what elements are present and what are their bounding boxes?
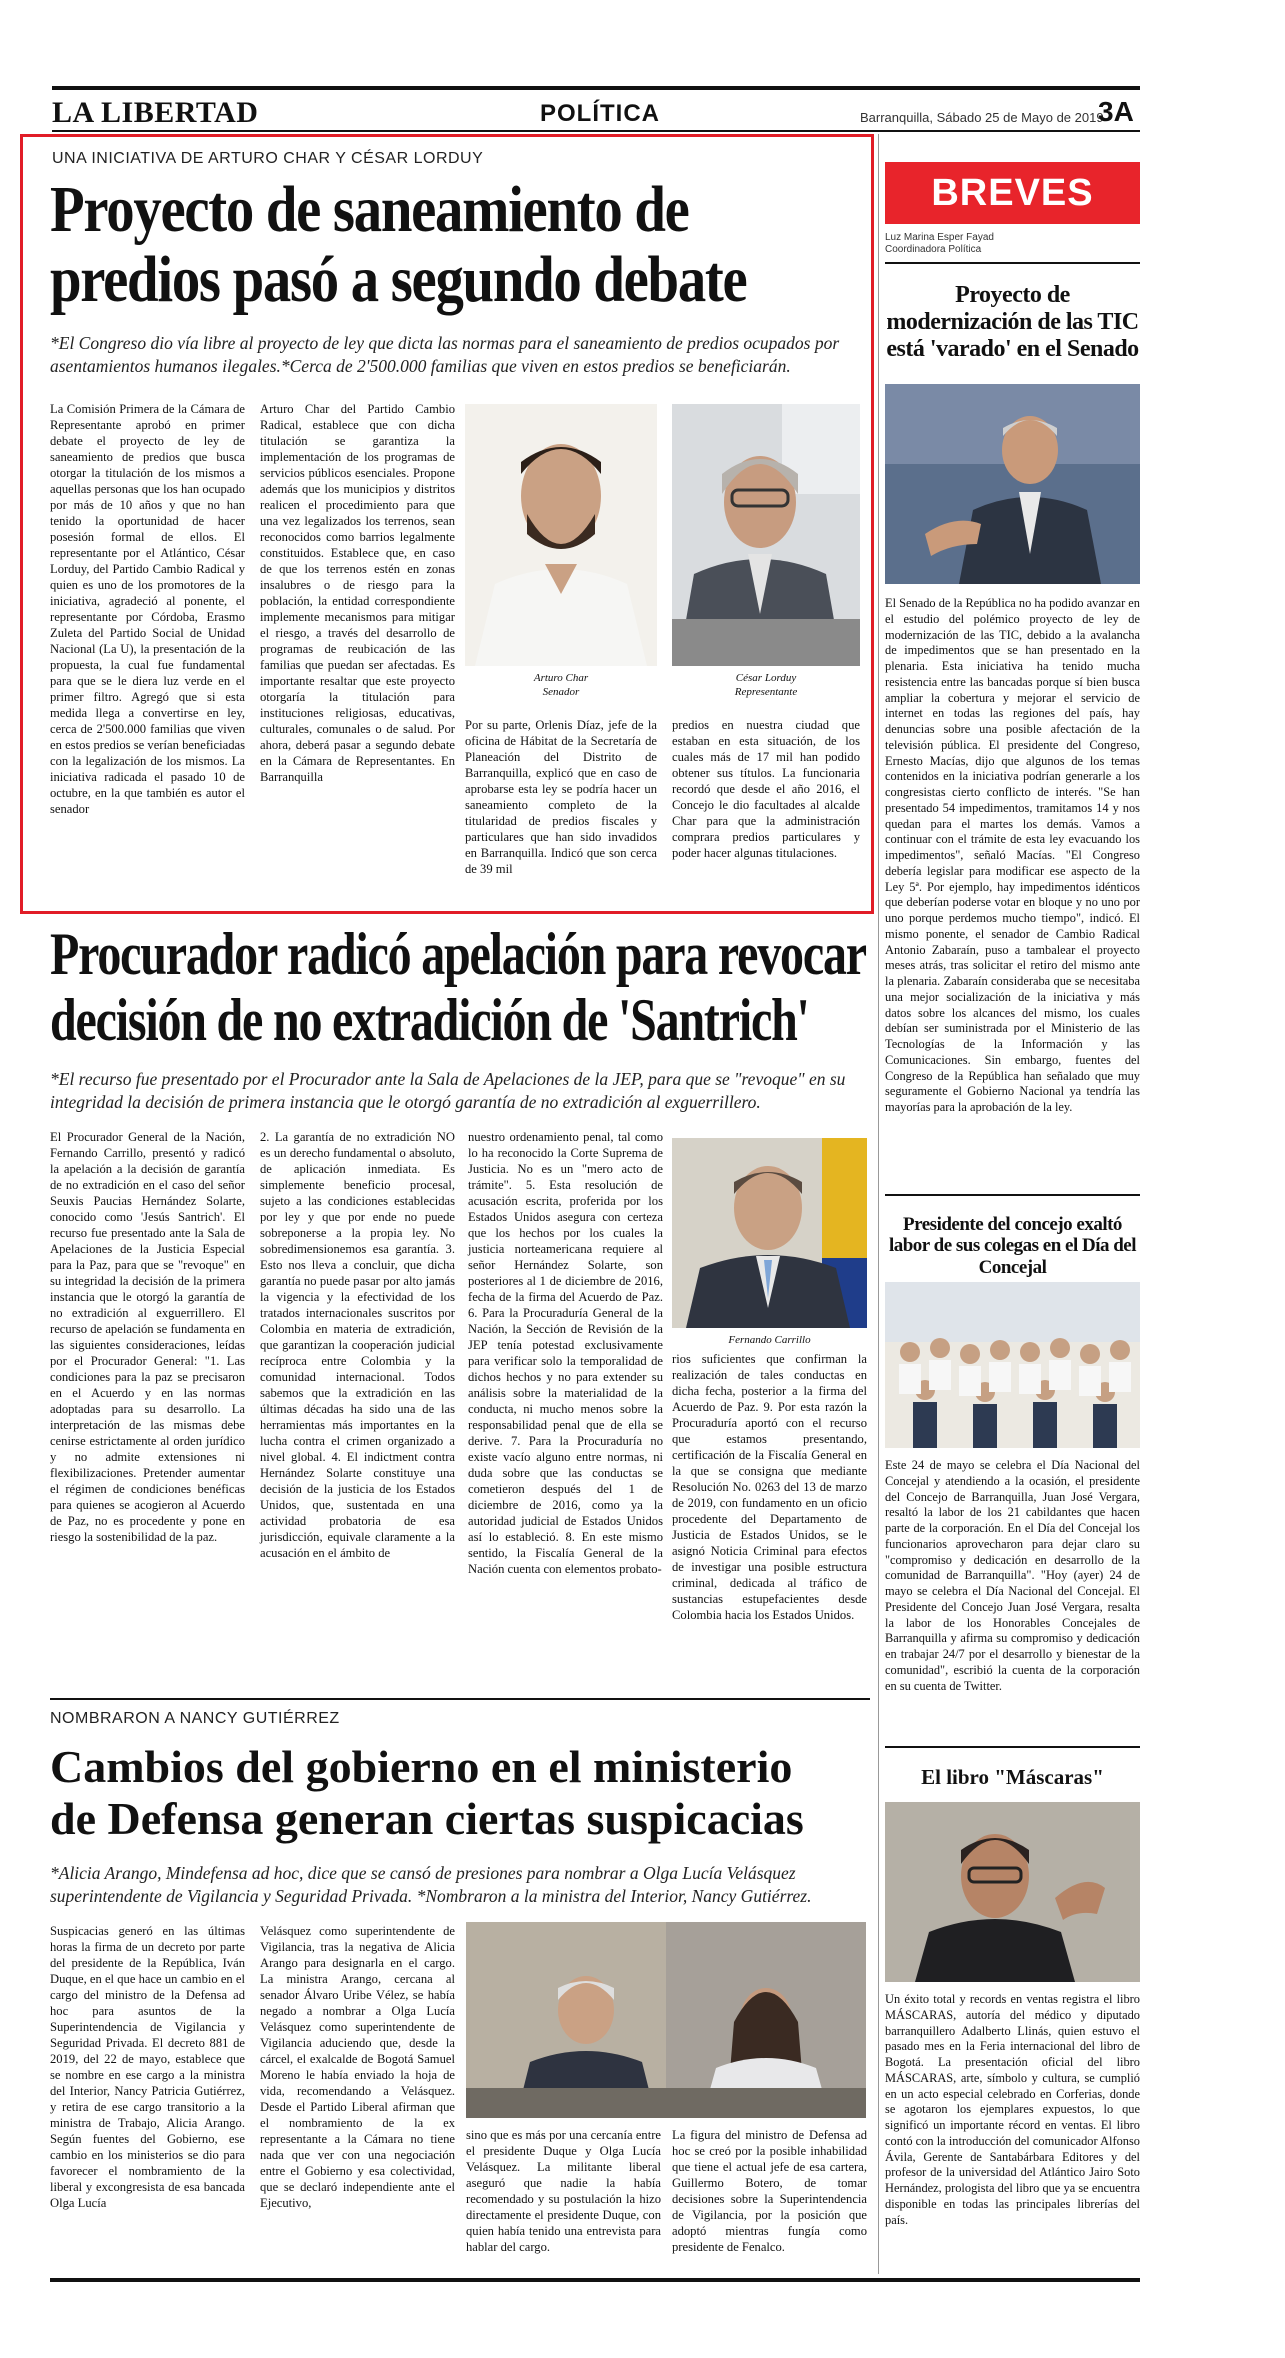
story2-col4: rios suficientes que confirman la realización de tales conductas en dicha fecha, posterior a la firma del Acuerdo de Paz. 9. Por esta razón la Procuraduría aportó con el recurso que estamos presentando, certificación de la Fiscalía General en la que se consigna que mediante Resolución No. 0263 del 13 de marzo de 2019, con fundamento en un oficio procedente del Departamento de Justicia de Estados Unidos, se le asignó Noticia Criminal para efectos de investigar una posible estructura criminal, dedicada al tráfico de sustancias estupefacientes desde Colombia hacia los Estados Unidos. [672, 1352, 867, 1622]
story3-col4: La figura del ministro de Defensa ad hoc se creó por la posible inhabilidad que tiene el actual jefe de esa cartera, Guillermo Botero, de tomar decisiones sobre la Superintendencia de Vigilancia, por la posición que adoptó mientras fungía como presidente de Fenalco. [672, 2128, 867, 2254]
story3-col1: Suspicacias generó en las últimas horas la firma de un decreto por parte del presidente de la República, Iván Duque, en el que hace un cambio en el cargo del ministro de la Defensa ad hoc para asuntos de la Superintendencia de Vigilancia y Seguridad Privada. El decreto 881 de 2019, del 22 de mayo, establece que se nombre en ese cargo a la ministra del Interior, Nancy Patricia Gutiérrez, y retira de ese cargo transitorio a la ministra de Trabajo, Alicia Arango. Según fuentes del Gobierno, ese cambio en los ministerios se dio para favorecer el nombramiento de la liberal y excongresista de esa bancada Olga Lucía [50, 1924, 245, 2210]
story2-headline-line2: decisión de no extradición de 'Santrich' [50, 987, 809, 1053]
story3-kicker: NOMBRARON A NANCY GUTIÉRREZ [50, 1710, 340, 1727]
section-name: POLÍTICA [540, 100, 660, 127]
story3-headline-line1: Cambios del gobierno en el ministerio [50, 1741, 793, 1792]
brief3-headline: El libro "Máscaras" [921, 1765, 1104, 1789]
sidebar-divider [878, 134, 879, 2274]
story1-col4: predios en nuestra ciudad que estaban en esta situación, de los cuales más de 17 mil han podido obtener sus títulos. La funcionaria recordó que desde el año 2016, el Concejo le dio facultades al alcalde Char para que la administración comprara predios particulares y poder hacer algunas titulaciones. [672, 718, 860, 860]
sidebar-rule-2 [885, 1194, 1140, 1196]
brief1-headline: Proyecto de modernización de las TIC está 'varado' en el Senado [886, 282, 1139, 362]
story3-col3: sino que es más por una cercanía entre el presidente Duque y Olga Lucía Velásquez. La militante liberal aseguró que nadie la había recomendado y su postulación la hizo directamente el presidente Duque, con quien había tenido una entrevista para hablar del cargo. [466, 2128, 661, 2254]
sidebar-rule-1 [885, 262, 1140, 264]
photo-ernesto-macias [885, 384, 1140, 584]
sidebar-rule-3 [885, 1746, 1140, 1748]
story1-col3: Por su parte, Orlenis Díaz, jefe de la oficina de Hábitat de la Secretaría de Planeación del Distrito de Barranquilla, explicó que en caso de aprobarse esta ley se podría hacer un saneamiento completo de la titularidad de predios fiscales y particulares que han sido invadidos en Barranquilla. Indicó que son cerca de 39 mil [465, 718, 657, 876]
photo-fernando-carrillo [672, 1138, 867, 1328]
brief3-body: Un éxito total y records en ventas registra el libro MÁSCARAS, autoría del médico y diputado barranquillero Adalberto Llinás, quien estuvo el pasado mes en la Feria internacional del libro de Bogotá. La presentación oficial del libro MÁSCARAS, arte, símbolo y cultura, se cumplió en un acto especial celebrado en Corferias, donde se agotaron los ejemplares expuestos, lo que significó un importante récord en ventas. El libro contó con la introducción del comunicador Alfonso Ávila, Gerente de Santabárbara Editores y del profesor de la universidad del Atlántico Jairo Soto Hernández, prologista del libro que ya se encuentra disponible en todas las principales librerías del país. [885, 1992, 1140, 2227]
story3-top-rule [50, 1698, 870, 1700]
dateline: Barranquilla, Sábado 25 de Mayo de 2019 [860, 110, 1104, 125]
caption-arturo-name: Arturo Char [533, 672, 589, 684]
photo-arturo-char [465, 404, 657, 666]
story1-col1: La Comisión Primera de la Cámara de Representante aprobó en primer debate el proyecto de ley de saneamiento de predios que busca otorgar la titulación de los mismos a aquellas personas que los han ocupado por más de 10 años y que no han tenido la oportunidad de hacer posesión formal de ellos. El representante por el Atlántico, César Lorduy, del Partido Cambio Radical y quien es uno de los promotores de la iniciativa, agradeció al ponente, el representante por Córdoba, Erasmo Zuleta del Partido Social de Unidad Nacional (La U), la presentación de la propuesta, la cual fue fundamental para que se le diera luz verde en el primer filtro. Agregó que si esta medida llega a convertirse en ley, cerca de 2'500.000 familias que viven en estos predios se verían beneficiadas con la legalización de los mismos. La iniciativa radicada el pasado 10 de octubre, en la que también es autor el senador [50, 402, 245, 816]
masthead-name: LA LIBERTAD [52, 96, 259, 129]
brief2-body: Este 24 de mayo se celebra el Día Nacional del Concejal y atendiendo a la ocasión, el presidente del Concejo de Barranquilla, Juan José Vergara, resaltó la labor de los 21 cabildantes que hacen parte de la corporación. En el Día del Concejal los funcionarios aprovecharon para dejar claro su "compromiso y dedicación en desarrollo de la comunidad de Barranquilla". "Hoy (ayer) 24 de mayo se celebra el Día Nacional del Concejal. El Presidente del Concejo Juan José Vergara, resalta la labor de los Honorables Concejales de Barranquilla y afirma su compromiso y dedicación en trabajar 24/7 por el desarrollo y bienestar de la comunidad", escribió la cuenta de la corporación en su cuenta de Twitter. [885, 1458, 1140, 1693]
editor-role: Coordinadora Política [885, 244, 982, 255]
caption-fernando: Fernando Carrillo [728, 1334, 811, 1346]
story1-headline-line2: predios pasó a segundo debate [50, 243, 747, 316]
story2-dek: *El recurso fue presentado por el Procurador ante la Sala de Apelaciones de la JEP, para que se "revoque" en su integridad la decisión de primera instancia que le otorgó garantía de no extradición al exguerrillero. [50, 1069, 846, 1112]
story2-col3: nuestro ordenamiento penal, tal como lo ha reconocido la Corte Suprema de Justicia. No es un "mero acto de trámite". 5. Esta resolución de acusación escrita, proferida por los Estados Unidos asegura con certeza que los hechos por los cuales la justicia norteamericana requiere al señor Hernández Solarte, son posteriores al 1 de diciembre de 2016, fecha de la firma del Acuerdo de Paz. 6. Para la Procuraduría General de la Nación, la Sección de Revisión de la JEP tenía potestad exclusivamente para verificar solo la temporalidad de dichos hechos y no para extender su análisis sobre la materialidad de la conducta, ni mucho menos sobre la responsabilidad penal que de ella se derive. 7. Para la Procuraduría no existe vacío alguno entre normas, ni duda sobre que las conductas se cometieron después del 1 de diciembre de 2016, como ya la autoridad judicial de Estados Unidos así lo estableció. 8. En este mismo sentido, la Fiscalía General de la Nación cuenta con elementos probato- [468, 1130, 663, 1576]
story1-dek: *El Congreso dio vía libre al proyecto de ley que dicta las normas para el saneamiento de predios ocupados por asentamientos humanos ilegales.*Cerca de 2'500.000 familias que viven en estos predios se beneficiarán. [50, 333, 840, 376]
photo-adalberto-llinas [885, 1802, 1140, 1982]
editor-name: Luz Marina Esper Fayad [885, 232, 994, 243]
masthead-rule [52, 130, 1140, 132]
page-number: 3A [1098, 96, 1134, 127]
photo-duque-arango [466, 1922, 866, 2118]
story3-col2: Velásquez como superintendente de Vigilancia, tras la negativa de Alicia Arango para designarla en el cargo. La ministra Arango, cercana al senador Álvaro Uribe Vélez, se había negado a nombrar a Olga Lucía Velásquez como superintendente de Vigilancia aduciendo que, desde la cárcel, el exalcalde de Bogotá Samuel Moreno le había enviado la hoja de vida, recomendando a Velásquez. Desde el Partido Liberal afirman que el nombramiento de la ex representante a la Cámara no tiene nada que ver con una negociación entre el Gobierno y esa colectividad, que se declaró independiente ante el Ejecutivo, [260, 1924, 455, 2210]
story3-dek: *Alicia Arango, Mindefensa ad hoc, dice que se cansó de presiones para nombrar a Olga Lucía Velásquez superintendente de Vigilancia y Seguridad Privada. *Nombraron a la ministra del Interior, Nancy Gutiérrez. [50, 1863, 812, 1906]
brief1-body: El Senado de la República no ha podido avanzar en el estudio del polémico proyecto de ley de modernización de las TIC, debido a la avalancha de impedimentos que se han presentado en la plenaria. Esta iniciativa ha tenido mucha resistencia entre las bancadas porque sí bien busca ampliar la cobertura y mejorar el servicio de internet en todas las regiones del país, hay denuncias sobre una posible afectación de la televisión pública. El presidente del Congreso, Ernesto Macías, dijo que algunos de los temas contenidos en la iniciativa podrían generarle a los congresistas cierto conflicto de interés. "Se han presentado 54 impedimentos, tramitamos 14 y nos quedan para el martes los demás. Vamos a continuar con el trámite de esta ley evacuando los impedimentos", señaló Macías. "El Congreso debería legislar para modificar ese aspecto de la Ley 5ª. Por ejemplo, hay impedimentos idénticos que deberían poderse votar en bloque y no uno por uno porque perdemos mucho tiempo", indicó. El mismo ponente, el senador de Cambio Radical Antonio Zabaraín, puso a tambalear el proyecto meses atrás, tras solicitar el retiro del mismo ante la plenaria. Zabaraín consideraba que se necesitaba una mejor socialización de la iniciativa y más datos sobre los alcances del mismo, los cuales debían ser suministrada por el Ministerio de las Tecnologías de la Información y las Comunicaciones. Sin embargo, fuentes del Congreso de la República han señalado que muy seguramente el Gobierno Nacional ya tendría las mayorías para la aprobación de la ley. [885, 596, 1140, 1114]
brief2-headline: Presidente del concejo exaltó labor de sus colegas en el Día del Concejal [888, 1214, 1137, 1278]
caption-cesar-role: Representante [734, 686, 798, 698]
story1-headline-line1: Proyecto de saneamiento de [50, 173, 689, 246]
caption-arturo-role: Senador [542, 686, 580, 698]
photo-concejales [885, 1282, 1140, 1448]
top-rule [52, 86, 1140, 90]
caption-cesar-name: César Lorduy [735, 672, 797, 684]
bottom-rule [50, 2278, 1140, 2282]
breves-banner: BREVES [885, 162, 1140, 224]
story2-col2: 2. La garantía de no extradición NO es un derecho fundamental o absoluto, de aplicación inmediata. Es simplemente beneficio procesal, sujeto a las condiciones establecidas por ley y que por ende no puede sobreponerse a la propia ley. No sobredimensionemos esa garantía. 3. Esto nos lleva a concluir, que dicha garantía no puede pasar por alto jamás la vigencia y la efectividad de los tratados internacionales suscritos por Colombia en materia de extradición, que garantizan la cooperación judicial recíproca entre Colombia y la comunidad internacional. Todos sabemos que la extradición en las últimas décadas ha sido una de las herramientas más importantes en la lucha contra el crimen organizado a nivel global. 4. El indictment contra Hernández Solarte constituye una decisión de la justicia de los Estados Unidos, que, sustentada en una actividad probatoria de esa jurisdicción, equivale claramente a la acusación en el ámbito de [260, 1130, 455, 1560]
photo-cesar-lorduy [672, 404, 860, 666]
story1-kicker: UNA INICIATIVA DE ARTURO CHAR Y CÉSAR LORDUY [52, 150, 484, 167]
story3-headline-line2: de Defensa generan ciertas suspicacias [50, 1793, 804, 1844]
story1-col2: Arturo Char del Partido Cambio Radical, establece que con dicha titulación se garantiza la implementación de los programas de servicios públicos esenciales. Propone además que los municipios y distritos realicen el procedimiento para que una vez legalizados los terrenos, sean reconocidos como barrios legalmente constituidos. Establece que, en caso de que los terrenos estén en zonas insalubres o de riesgo para la población, la entidad correspondiente implemente mecanismos para mitigar el riesgo, a través del desarrollo de programas de reubicación de las familias que puedan ser afectadas. Es importante resaltar que este proyecto otorgaría la titulación para instituciones religiosas, educativas, culturales, comunales o de salud. Por ahora, deberá pasar a segundo debate en la Cámara de Representantes. En Barranquilla [260, 402, 455, 784]
story2-col1: El Procurador General de la Nación, Fernando Carrillo, presentó y radicó la apelación a la decisión de garantía de no extradición en el caso del señor Seuxis Paucias Hernández Solarte, conocido como 'Jesús Santrich'. El recurso fue presentado ante la Sala de Apelaciones de la Justicia Especial para la Paz, para que se "revoque" en su integridad la decisión de la primera instancia que le otorgó la garantía de no extradición al exguerrillero. El recurso de apelación se fundamenta en las siguientes consideraciones, leídas por el Procurador General: "1. Las condiciones para la paz se precisaron en el Acuerdo y en las normas adoptadas para su desarrollo. La interpretación de las mismas debe cenirse estrictamente al orden jurídico y no admite extensiones ni flexibilizaciones. Pretender aumentar el régimen de condiciones benéficas para quienes se acogieron al Acuerdo de Paz, no es procedente y pone en riesgo la sostenibilidad de la paz. [50, 1130, 245, 1544]
story2-headline-line1: Procurador radicó apelación para revocar [50, 921, 866, 987]
